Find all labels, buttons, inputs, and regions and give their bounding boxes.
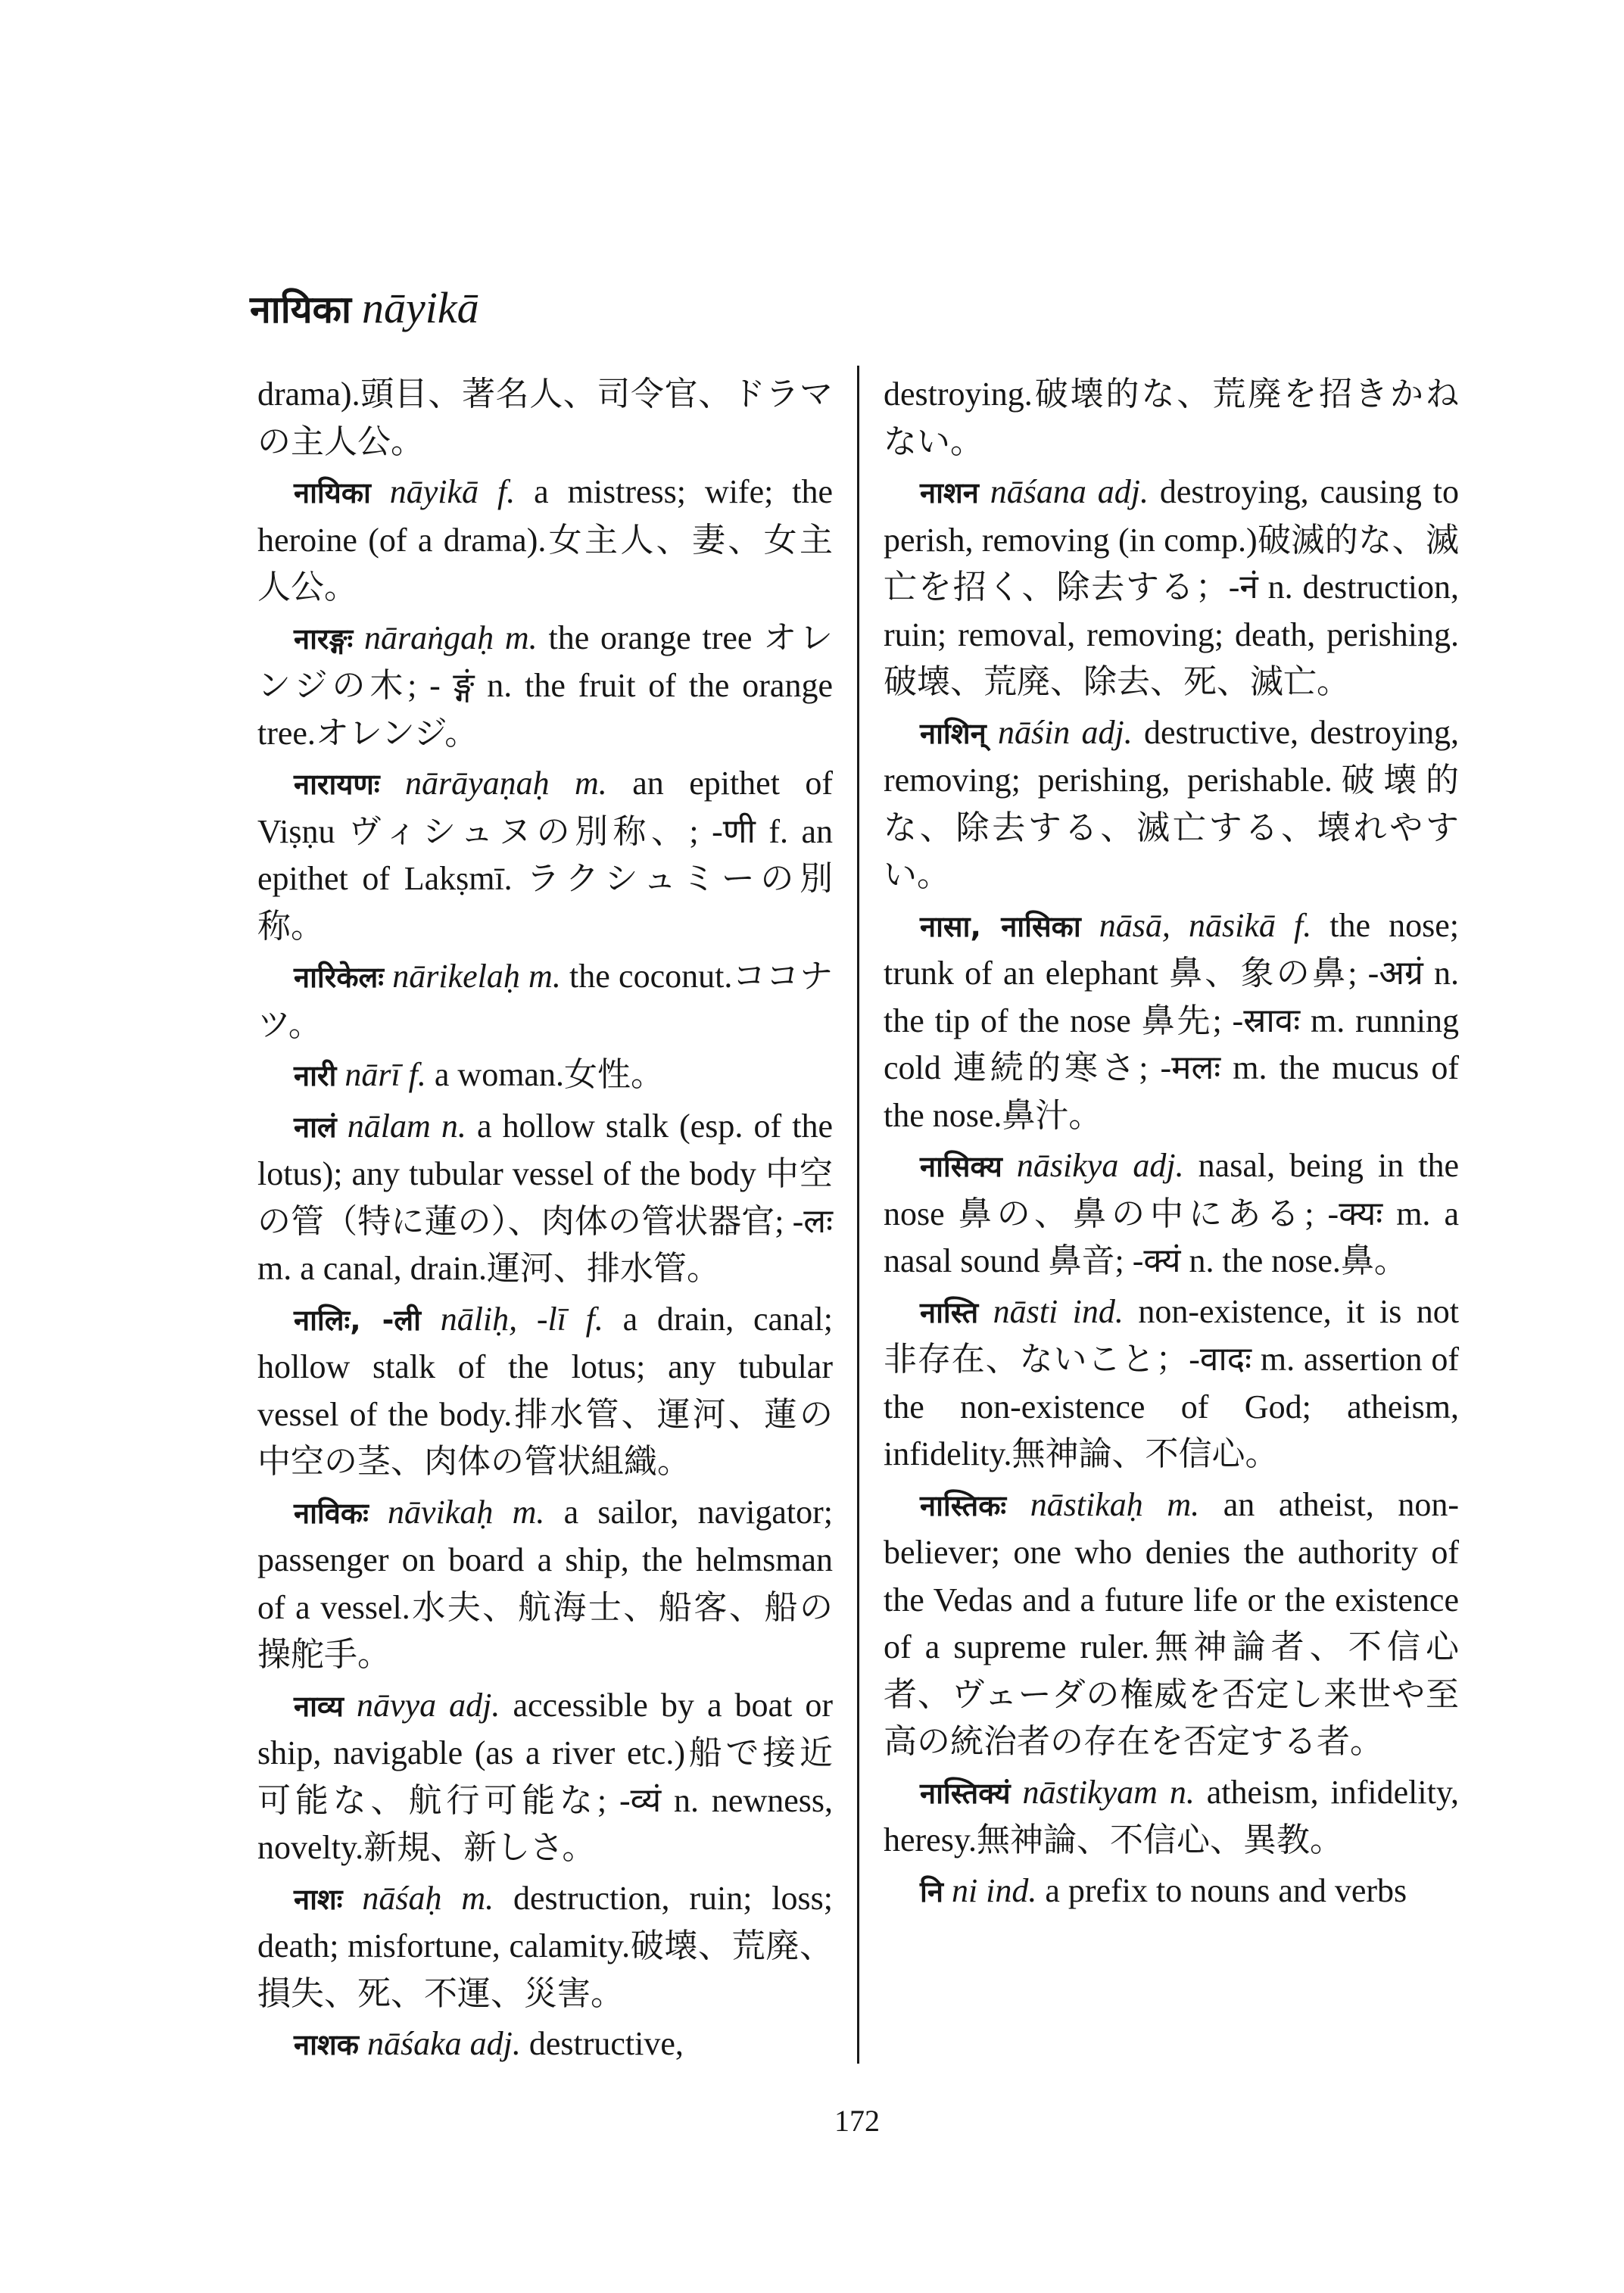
dictionary-entry-nasti — [884, 1288, 1459, 1478]
entry-definition: destroying.破壊的な、荒廃を招きかねない。 — [884, 375, 1459, 460]
entry-definition: a sailor, navigator; passenger on board a ship, the helmsman of a vessel.水夫、航海士、船客、船の操舵手。 — [257, 1493, 834, 1673]
dictionary-entry-narayanah — [257, 760, 833, 950]
entry-headword-roman: nāsikya adj. — [1016, 1147, 1184, 1184]
entry-definition: an atheist, non-believer; one who denies the authority of the Vedas and a future life or the existence of a supreme ruler.無神論者、不信心者、ヴェーダの権威を否定し来世や至高の統治者の存在を否定する者。 — [884, 1485, 1459, 1760]
entry-headword-roman: ni ind. — [951, 1871, 1037, 1909]
entry-headword-roman: nārikelaḥ m. — [392, 958, 561, 995]
entry-definition: a prefix to nouns and verbs — [1036, 1871, 1407, 1909]
entry-headword-roman: nāsti ind. — [993, 1292, 1124, 1330]
dictionary-entry-continuation — [257, 371, 833, 466]
dictionary-entry-nastikyam — [884, 1769, 1459, 1865]
dictionary-entry-nasah — [257, 1875, 833, 2018]
dictionary-entry-nasana — [884, 469, 1459, 706]
column-divider — [857, 366, 859, 2064]
entry-definition: atheism, infidelity, heresy.無神論、不信心、異教。 — [884, 1773, 1459, 1858]
entry-headword-devanagari: नाशिन् — [920, 716, 987, 750]
page-header — [250, 282, 479, 336]
header-headword-roman: nāyikā — [362, 283, 479, 332]
entry-definition: the coconut.ココナツ。 — [257, 958, 834, 1043]
dictionary-entry-nasa — [884, 902, 1459, 1140]
entry-definition: accessible by a boat or ship, navigable (as a river etc.)船で接近可能な、航行可能な; -व्यं n. newness, novelty.新規、新しさ。 — [257, 1686, 834, 1866]
entry-headword-devanagari: नाव्य — [294, 1689, 344, 1723]
entry-headword-roman: nāvya adj. — [357, 1686, 500, 1724]
entry-headword-roman: nāstikaḥ m. — [1030, 1485, 1200, 1523]
entry-headword-devanagari: नायिका — [294, 476, 371, 509]
entry-headword-roman: nāśaḥ m. — [362, 1879, 494, 1917]
entry-headword-devanagari: नाशः — [294, 1882, 343, 1916]
entry-headword-devanagari: नारिकेलः — [294, 961, 384, 994]
dictionary-entry-nastikah — [884, 1481, 1459, 1766]
entry-definition: destructive, — [520, 2025, 684, 2062]
dictionary-entry-ni — [884, 1868, 1459, 1916]
entry-definition: a mistress; wife; the heroine (of a drama).女主人、妻、女主人公。 — [257, 473, 834, 606]
entry-definition: a woman.女性。 — [425, 1056, 664, 1093]
header-headword-devanagari: नायिका — [250, 288, 351, 332]
entry-headword-roman: nāsā, nāsikā f. — [1099, 906, 1312, 944]
entry-headword-roman: nārī f. — [344, 1056, 426, 1093]
dictionary-entry-navya — [257, 1682, 833, 1872]
entry-headword-devanagari: नाशक — [294, 2028, 359, 2061]
entry-headword-roman: nāraṅgaḥ m. — [364, 618, 538, 656]
entry-headword-devanagari: नारी — [294, 1059, 337, 1092]
entry-headword-roman: nāliḥ, -lī f. — [440, 1300, 603, 1338]
dictionary-entry-nayika — [257, 469, 833, 612]
entry-headword-roman: nāstikyam n. — [1022, 1773, 1195, 1811]
entry-headword-roman: nāśana adj. — [990, 473, 1149, 510]
dictionary-entry-nasaka-cont — [884, 371, 1459, 466]
entry-headword-devanagari: नाशन — [920, 476, 979, 509]
entry-headword-devanagari: नासिक्य — [920, 1150, 1002, 1183]
entry-definition: a hollow stalk (esp. of the lotus); any tubular vessel of the body 中空の管（特に蓮の）、肉体の管状器官; -लः m. a canal, drain.運河、排水管。 — [257, 1107, 833, 1287]
entry-headword-devanagari: नास्तिकः — [920, 1488, 1007, 1522]
dictionary-entry-nari — [257, 1051, 833, 1100]
entry-headword-devanagari: नालिः, -ली — [294, 1303, 421, 1337]
entry-headword-roman: nārāyaṇaḥ m. — [404, 765, 607, 802]
dictionary-entry-narangah — [257, 615, 833, 758]
entry-definition: destructive, destroying, removing; perishing, perishable.破壊的な、除去する、滅亡する、壊れやすい。 — [884, 713, 1460, 893]
entry-headword-devanagari: नाविकः — [294, 1496, 369, 1530]
dictionary-entry-nasaka — [257, 2020, 833, 2069]
entry-definition: destruction, ruin; loss; death; misfortune, calamity.破壊、荒廃、損失、死、不運、災害。 — [257, 1879, 833, 2012]
entry-headword-roman: nāśaka adj. — [366, 2025, 521, 2062]
left-column — [257, 371, 833, 2072]
entry-definition: the nose; trunk of an elephant 鼻、象の鼻; -अग्रं n. the tip of the nose 鼻先; -स्रावः m. running cold 連続的寒さ; -मलः m. the mucus of the nose.鼻汁。 — [884, 906, 1460, 1134]
entry-definition: drama).頭目、著名人、司令官、ドラマの主人公。 — [257, 375, 833, 460]
entry-headword-roman: nāyikā f. — [389, 473, 516, 510]
page-number: 172 — [834, 2104, 880, 2138]
entry-definition: the orange tree オレンジの木; - ङ्गं n. the fruit of the orange tree.オレンジ。 — [257, 618, 833, 752]
entry-definition: nasal, being in the nose 鼻の、鼻の中にある; -क्यः m. a nasal sound 鼻音; -क्यं n. the nose.鼻。 — [884, 1147, 1459, 1279]
entry-headword-devanagari: नासा, नासिका — [920, 909, 1081, 943]
entry-headword-devanagari: नास्तिक्यं — [920, 1776, 1011, 1810]
entry-headword-roman: nāśin adj. — [997, 713, 1133, 751]
entry-definition: destroying, causing to perish, removing (in comp.)破滅的な、滅亡を招く、除去する；-नं n. destruction, ruin; removal, removing; death, perishing.破壊、荒廃、除去、死、滅亡。 — [884, 473, 1459, 700]
dictionary-entry-narikelah — [257, 953, 833, 1048]
entry-definition: an epithet of Viṣṇu ヴィシュヌの別称、; -णी f. an epithet of Lakṣmī. ラクシュミーの別称。 — [257, 765, 834, 945]
dictionary-entry-navikah — [257, 1489, 833, 1679]
entry-headword-devanagari: नालं — [294, 1110, 337, 1144]
entry-definition: a drain, canal; hollow stalk of the lotus; any tubular vessel of the body.排水管、運河、蓮の中空の茎、肉体の管状組織。 — [257, 1300, 833, 1480]
entry-headword-devanagari: नारङ्गः — [294, 622, 354, 656]
dictionary-entry-nasin — [884, 709, 1459, 899]
entry-headword-roman: nālam n. — [347, 1107, 466, 1145]
entry-headword-roman: nāvikaḥ m. — [388, 1493, 545, 1531]
dictionary-entry-nalam — [257, 1103, 833, 1293]
dictionary-entry-nasikya — [884, 1142, 1459, 1285]
entry-headword-devanagari: नास्ति — [920, 1295, 979, 1329]
right-column — [884, 371, 1459, 1918]
entry-headword-devanagari: नारायणः — [294, 768, 380, 801]
entry-definition: non-existence, it is not 非存在、ないこと；-वादः m. assertion of the non-existence of God; atheism, infidelity.無神論、不信心。 — [884, 1292, 1459, 1472]
dictionary-entry-nalih — [257, 1296, 833, 1486]
entry-headword-devanagari: नि — [920, 1874, 943, 1908]
